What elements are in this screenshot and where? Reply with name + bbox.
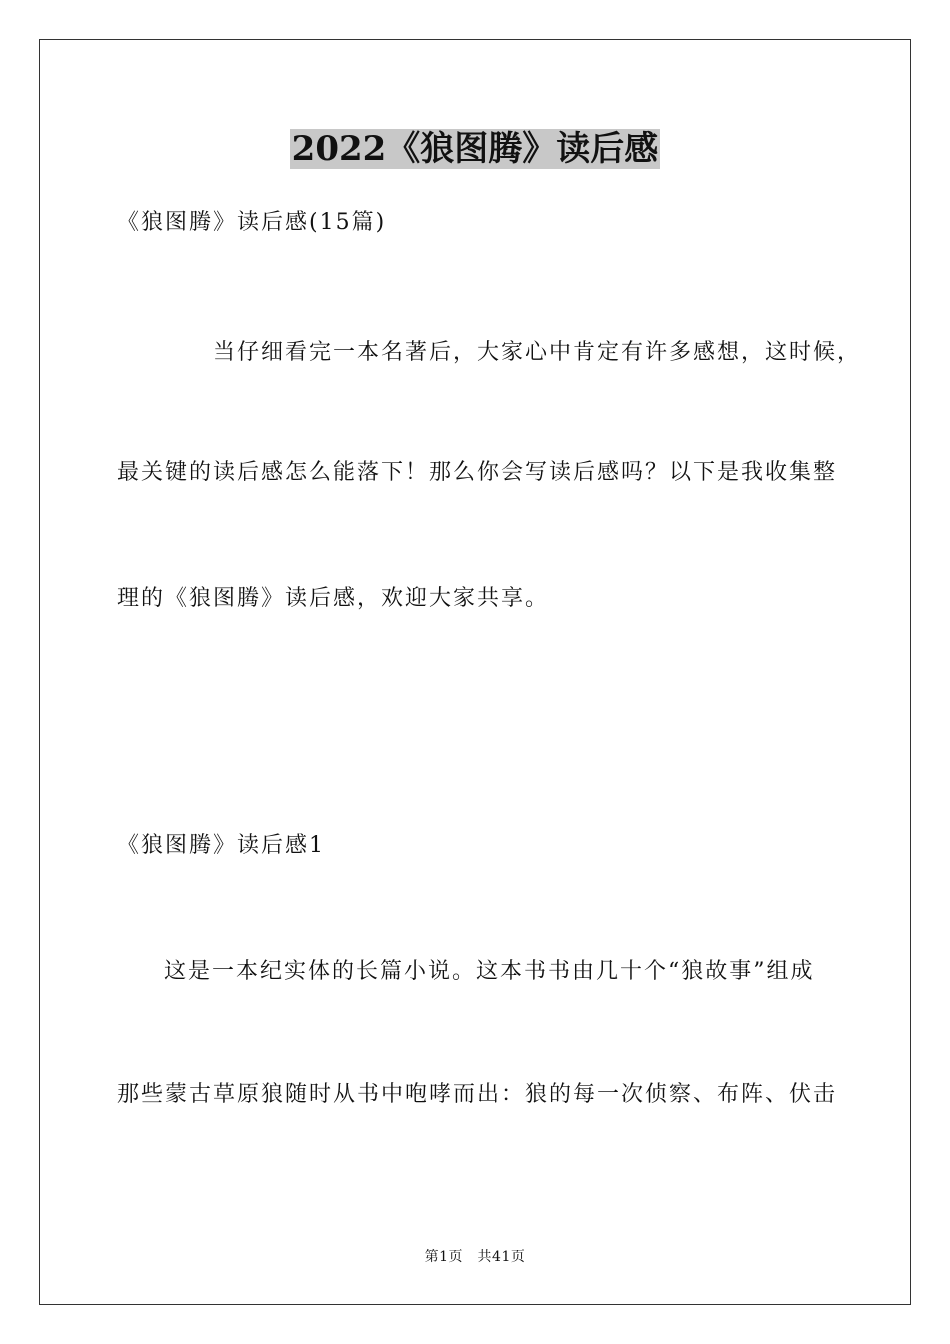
- page-footer: 第1页 共41页: [424, 1249, 526, 1265]
- document-subtitle: 《狼图腾》读后感(15篇): [117, 210, 387, 235]
- section-line-2: 那些蒙古草原狼随时从书中咆哮而出：狼的每一次侦察、布阵、伏击: [117, 1082, 838, 1107]
- intro-line-2: 最关键的读后感怎么能落下！那么你会写读后感吗？以下是我收集整: [117, 460, 838, 485]
- intro-line-1: 当仔细看完一本名著后，大家心中肯定有许多感想，这时候，: [213, 340, 862, 365]
- section-heading: 《狼图腾》读后感1: [117, 833, 325, 858]
- intro-line-3: 理的《狼图腾》读后感，欢迎大家共享。: [117, 586, 550, 611]
- section-line-1: 这是一本纪实体的长篇小说。这本书书由几十个“狼故事”组成: [164, 959, 815, 984]
- document-title: 2022《狼图腾》读后感: [291, 129, 659, 169]
